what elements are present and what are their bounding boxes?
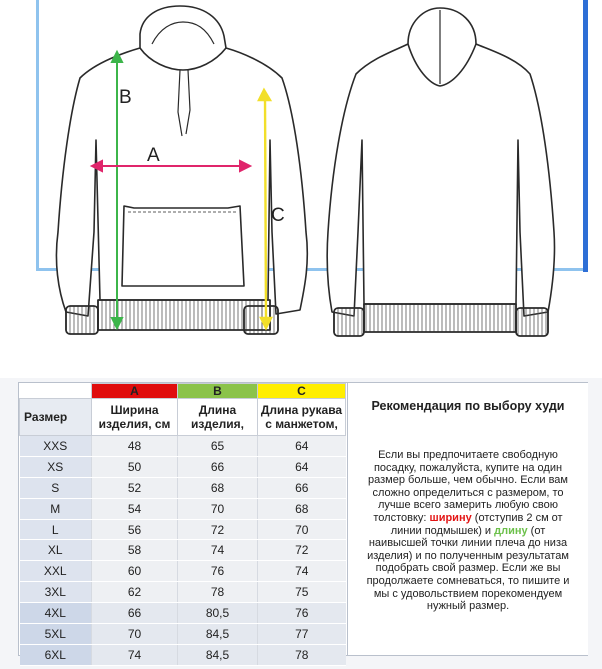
table-row [20,436,346,457]
highlight-length: длину [494,524,528,537]
cell-width: 70 [92,624,178,645]
header-width: Ширина изделия, см [92,399,178,436]
cell-length: 65 [178,436,258,457]
cell-sleeve: 70 [258,519,346,540]
cell-size: XS [20,456,92,477]
table-row [20,498,346,519]
table-row [20,540,346,561]
table-header-row [20,399,346,436]
cell-length: 78 [178,582,258,603]
table-row [20,456,346,477]
cell-sleeve: 74 [258,561,346,582]
cell-sleeve: 64 [258,436,346,457]
size-table [19,383,346,666]
cell-sleeve: 72 [258,540,346,561]
cell-sleeve: 78 [258,644,346,665]
cell-sleeve: 75 [258,582,346,603]
back-cuff-left [334,308,364,336]
cell-size: 3XL [20,582,92,603]
cell-sleeve: 77 [258,624,346,645]
cell-width: 60 [92,561,178,582]
cell-width: 50 [92,456,178,477]
cell-length: 68 [178,477,258,498]
table-row [20,561,346,582]
cell-sleeve: 66 [258,477,346,498]
label-c: C [271,205,285,226]
cell-width: 56 [92,519,178,540]
table-row [20,582,346,603]
cell-size: S [20,477,92,498]
cell-length: 76 [178,561,258,582]
cell-length: 74 [178,540,258,561]
highlight-width: ширину [429,511,472,524]
cell-length: 66 [178,456,258,477]
front-pocket [122,206,244,286]
front-cuff-left [66,306,98,334]
cell-size: 5XL [20,624,92,645]
table-body [20,436,346,666]
table-row [20,624,346,645]
cell-size: 4XL [20,603,92,624]
letter-c-cell: C [258,384,346,399]
letter-a-cell: A [92,384,178,399]
cell-size: M [20,498,92,519]
table-row [20,477,346,498]
back-waistband [364,304,516,332]
cell-sleeve: 64 [258,456,346,477]
cell-width: 66 [92,603,178,624]
cell-size: XXL [20,561,92,582]
cell-width: 62 [92,582,178,603]
cell-size: XXS [20,436,92,457]
back-cuff-right [516,308,548,336]
header-length: Длина изделия, [178,399,258,436]
cell-length: 72 [178,519,258,540]
label-b: B [119,87,132,108]
cell-sleeve: 68 [258,498,346,519]
label-a: A [147,145,160,166]
cell-size: 6XL [20,644,92,665]
cell-length: 70 [178,498,258,519]
recommendation-title: Рекомендация по выбору худи [371,399,565,413]
recommendation-text: Если вы предпочитаете свободную посадку, пожалуйста, купите на один размер больше, чем обычно. Если вам сложно определиться с размером, то лучше всего замерить любую свою толстовку: ширину (отступив 2 см от линии подмышек) и длину (от наивысшей точки линии плеча до низа изделия) и по полученным результатам подобрать свой размер. Если же вы продолжаете сомневаться, то пишите и мы с удовольствием порекомендуем нужный размер. [366,449,570,613]
back-body-outline [327,8,554,316]
header-sleeve: Длина рукава с манжетом, [258,399,346,436]
hoodie-front [56,6,307,334]
header-size: Размер [20,399,92,436]
letter-b-cell: B [178,384,258,399]
cell-width: 74 [92,644,178,665]
cell-size: L [20,519,92,540]
cell-width: 48 [92,436,178,457]
table-row [20,603,346,624]
cell-length: 84,5 [178,644,258,665]
cell-length: 84,5 [178,624,258,645]
cell-width: 52 [92,477,178,498]
recommendation-panel [347,383,588,655]
size-chart [18,382,588,662]
table-row [20,519,346,540]
cell-width: 54 [92,498,178,519]
table-row [20,644,346,665]
cell-sleeve: 76 [258,603,346,624]
cell-width: 58 [92,540,178,561]
measure-letter-row [20,384,346,399]
hoodie-back [327,8,554,336]
cell-size: XL [20,540,92,561]
cell-length: 80,5 [178,603,258,624]
